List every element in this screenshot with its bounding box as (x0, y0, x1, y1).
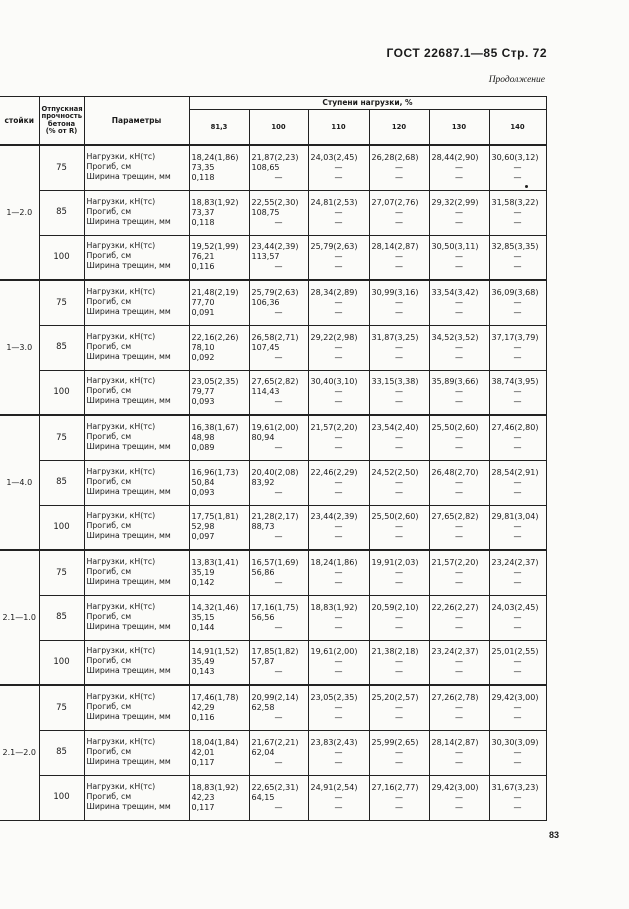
value-cell: 17,46(1,78) 42,29 0,116 (189, 685, 249, 730)
value-cell: 21,57(2,20) — — (308, 415, 369, 460)
table-row (0, 505, 546, 550)
params-cell: Нагрузки, кН(тс) Прогиб, см Ширина трещин, мм (84, 280, 189, 325)
value-cell: 31,87(3,25) — — (369, 325, 429, 370)
value-cell: 25,50(2,60) — — (369, 505, 429, 550)
value-cell: 24,91(2,54) — — (308, 775, 369, 820)
table-row (0, 595, 546, 640)
value-cell: 19,61(2,00) — — (308, 640, 369, 685)
table-row (0, 145, 546, 190)
value-cell: 27,26(2,78) — — (429, 685, 489, 730)
params-cell: Нагрузки, кН(тс) Прогиб, см Ширина трещин, мм (84, 730, 189, 775)
value-cell: 13,83(1,41) 35,19 0,142 (189, 550, 249, 595)
params-cell: Нагрузки, кН(тс) Прогиб, см Ширина трещин, мм (84, 145, 189, 190)
params-cell: Нагрузки, кН(тс) Прогиб, см Ширина трещин, мм (84, 685, 189, 730)
table-row (0, 775, 546, 820)
group-label: 1—3.0 (0, 280, 39, 415)
params-cell: Нагрузки, кН(тс) Прогиб, см Ширина трещин, мм (84, 595, 189, 640)
value-cell: 27,16(2,77) — — (369, 775, 429, 820)
value-cell: 23,05(2,35) — — (308, 685, 369, 730)
value-cell: 29,42(3,00) — — (429, 775, 489, 820)
value-cell: 28,54(2,91) — — (489, 460, 546, 505)
value-cell: 23,54(2,40) — — (369, 415, 429, 460)
value-cell: 23,24(2,37) — — (489, 550, 546, 595)
value-cell: 28,34(2,89) — — (308, 280, 369, 325)
strength-cell: 100 (39, 235, 84, 280)
value-cell: 25,99(2,65) — — (369, 730, 429, 775)
value-cell: 23,44(2,39) — — (308, 505, 369, 550)
value-cell: 36,09(3,68) — — (489, 280, 546, 325)
value-cell: 19,52(1,99) 76,21 0,116 (189, 235, 249, 280)
value-cell: 18,04(1,84) 42,01 0,117 (189, 730, 249, 775)
strength-cell: 85 (39, 325, 84, 370)
value-cell: 29,32(2,99) — — (429, 190, 489, 235)
value-cell: 22,65(2,31) 64,15 — (249, 775, 308, 820)
strength-cell: 85 (39, 190, 84, 235)
step-header: 100 (249, 110, 308, 146)
table-row (0, 550, 546, 595)
table-row (0, 235, 546, 280)
value-cell: 19,91(2,03) — — (369, 550, 429, 595)
column-header-params: Параметры (84, 97, 189, 146)
value-cell: 37,17(3,79) — — (489, 325, 546, 370)
params-cell: Нагрузки, кН(тс) Прогиб, см Ширина трещин, мм (84, 190, 189, 235)
table-row (0, 370, 546, 415)
strength-cell: 75 (39, 685, 84, 730)
strength-cell: 75 (39, 550, 84, 595)
value-cell: 22,26(2,27) — — (429, 595, 489, 640)
step-header: 81,3 (189, 110, 249, 146)
load-test-table (0, 96, 547, 821)
value-cell: 17,75(1,81) 52,98 0,097 (189, 505, 249, 550)
strength-cell: 75 (39, 145, 84, 190)
value-cell: 23,05(2,35) 79,77 0,093 (189, 370, 249, 415)
strength-cell: 85 (39, 730, 84, 775)
group-label: 2.1—2.0 (0, 685, 39, 820)
value-cell: 20,40(2,08) 83,92 — (249, 460, 308, 505)
value-cell: 33,54(3,42) — — (429, 280, 489, 325)
value-cell: 18,83(1,92) 73,37 0,118 (189, 190, 249, 235)
value-cell: 22,16(2,26) 78,10 0,092 (189, 325, 249, 370)
params-cell: Нагрузки, кН(тс) Прогиб, см Ширина трещин, мм (84, 415, 189, 460)
value-cell: 38,74(3,95) — — (489, 370, 546, 415)
value-cell: 25,20(2,57) — — (369, 685, 429, 730)
value-cell: 19,61(2,00) 80,94 — (249, 415, 308, 460)
step-header: 140 (489, 110, 546, 146)
table-body (0, 145, 546, 820)
value-cell: 23,83(2,43) — — (308, 730, 369, 775)
value-cell: 26,28(2,68) — — (369, 145, 429, 190)
value-cell: 25,79(2,63) — — (308, 235, 369, 280)
strength-cell: 75 (39, 415, 84, 460)
table-row (0, 280, 546, 325)
value-cell: 30,50(3,11) — — (429, 235, 489, 280)
value-cell: 24,03(2,45) — — (489, 595, 546, 640)
params-cell: Нагрузки, кН(тс) Прогиб, см Ширина трещин, мм (84, 235, 189, 280)
value-cell: 28,44(2,90) — — (429, 145, 489, 190)
value-cell: 30,99(3,16) — — (369, 280, 429, 325)
params-cell: Нагрузки, кН(тс) Прогиб, см Ширина трещин, мм (84, 775, 189, 820)
step-header: 130 (429, 110, 489, 146)
value-cell: 28,14(2,87) — — (429, 730, 489, 775)
value-cell: 14,91(1,52) 35,49 0,143 (189, 640, 249, 685)
table-row (0, 325, 546, 370)
table-row (0, 640, 546, 685)
value-cell: 33,15(3,38) — — (369, 370, 429, 415)
column-header-load-steps: Ступени нагрузки, % (189, 97, 546, 110)
strength-cell: 85 (39, 595, 84, 640)
value-cell: 23,24(2,37) — — (429, 640, 489, 685)
value-cell: 31,67(3,23) — — (489, 775, 546, 820)
value-cell: 20,59(2,10) — — (369, 595, 429, 640)
value-cell: 29,42(3,00) — — (489, 685, 546, 730)
value-cell: 21,87(2,23) 108,65 — (249, 145, 308, 190)
document-header: ГОСТ 22687.1—85 Стр. 72 (386, 46, 547, 60)
strength-cell: 75 (39, 280, 84, 325)
strength-cell: 100 (39, 775, 84, 820)
page-number: 83 (548, 830, 559, 840)
value-cell: 30,30(3,09) — — (489, 730, 546, 775)
step-header: 120 (369, 110, 429, 146)
table-row (0, 685, 546, 730)
value-cell: 25,01(2,55) — — (489, 640, 546, 685)
value-cell: 35,89(3,66) — — (429, 370, 489, 415)
value-cell: 18,83(1,92) 42,23 0,117 (189, 775, 249, 820)
value-cell: 21,67(2,21) 62,04 — (249, 730, 308, 775)
value-cell: 14,32(1,46) 35,15 0,144 (189, 595, 249, 640)
value-cell: 21,38(2,18) — — (369, 640, 429, 685)
value-cell: 27,46(2,80) — — (489, 415, 546, 460)
table-row (0, 460, 546, 505)
params-cell: Нагрузки, кН(тс) Прогиб, см Ширина трещин, мм (84, 505, 189, 550)
params-cell: Нагрузки, кН(тс) Прогиб, см Ширина трещин, мм (84, 640, 189, 685)
value-cell: 16,38(1,67) 48,98 0,089 (189, 415, 249, 460)
continuation-label: Продолжение (488, 75, 545, 85)
value-cell: 18,83(1,92) — — (308, 595, 369, 640)
strength-cell: 100 (39, 505, 84, 550)
value-cell: 24,52(2,50) — — (369, 460, 429, 505)
value-cell: 21,28(2,17) 88,73 — (249, 505, 308, 550)
value-cell: 17,85(1,82) 57,87 — (249, 640, 308, 685)
value-cell: 24,03(2,45) — — (308, 145, 369, 190)
column-header-stoiki: стойки (0, 97, 39, 146)
value-cell: 28,14(2,87) — — (369, 235, 429, 280)
stray-dot-mark (525, 185, 528, 188)
params-cell: Нагрузки, кН(тс) Прогиб, см Ширина трещин, мм (84, 550, 189, 595)
value-cell: 29,81(3,04) — — (489, 505, 546, 550)
params-cell: Нагрузки, кН(тс) Прогиб, см Ширина трещин, мм (84, 370, 189, 415)
group-label: 1—2.0 (0, 145, 39, 280)
value-cell: 16,57(1,69) 56,86 — (249, 550, 308, 595)
value-cell: 22,46(2,29) — — (308, 460, 369, 505)
value-cell: 27,65(2,82) — — (429, 505, 489, 550)
group-label: 1—4.0 (0, 415, 39, 550)
params-cell: Нагрузки, кН(тс) Прогиб, см Ширина трещин, мм (84, 325, 189, 370)
value-cell: 16,96(1,73) 50,84 0,093 (189, 460, 249, 505)
table-row (0, 730, 546, 775)
params-cell: Нагрузки, кН(тс) Прогиб, см Ширина трещин, мм (84, 460, 189, 505)
value-cell: 18,24(1,86) — — (308, 550, 369, 595)
value-cell: 30,60(3,12) — — (489, 145, 546, 190)
value-cell: 31,58(3,22) — — (489, 190, 546, 235)
value-cell: 32,85(3,35) — — (489, 235, 546, 280)
step-header: 110 (308, 110, 369, 146)
value-cell: 20,99(2,14) 62,58 — (249, 685, 308, 730)
group-label: 2.1—1.0 (0, 550, 39, 685)
table-row (0, 415, 546, 460)
value-cell: 17,16(1,75) 56,56 — (249, 595, 308, 640)
value-cell: 26,58(2,71) 107,45 — (249, 325, 308, 370)
table-row (0, 190, 546, 235)
value-cell: 25,50(2,60) — — (429, 415, 489, 460)
value-cell: 30,40(3,10) — — (308, 370, 369, 415)
strength-cell: 85 (39, 460, 84, 505)
value-cell: 27,07(2,76) — — (369, 190, 429, 235)
value-cell: 34,52(3,52) — — (429, 325, 489, 370)
value-cell: 26,48(2,70) — — (429, 460, 489, 505)
strength-cell: 100 (39, 370, 84, 415)
value-cell: 27,65(2,82) 114,43 — (249, 370, 308, 415)
value-cell: 22,55(2,30) 108,75 — (249, 190, 308, 235)
column-header-strength: Отпускная прочность бетона (% от R) (39, 97, 84, 146)
value-cell: 29,22(2,98) — — (308, 325, 369, 370)
strength-cell: 100 (39, 640, 84, 685)
value-cell: 24,81(2,53) — — (308, 190, 369, 235)
value-cell: 23,44(2,39) 113,57 — (249, 235, 308, 280)
value-cell: 25,79(2,63) 106,36 — (249, 280, 308, 325)
value-cell: 18,24(1,86) 73,35 0,118 (189, 145, 249, 190)
value-cell: 21,57(2,20) — — (429, 550, 489, 595)
value-cell: 21,48(2,19) 77,70 0,091 (189, 280, 249, 325)
